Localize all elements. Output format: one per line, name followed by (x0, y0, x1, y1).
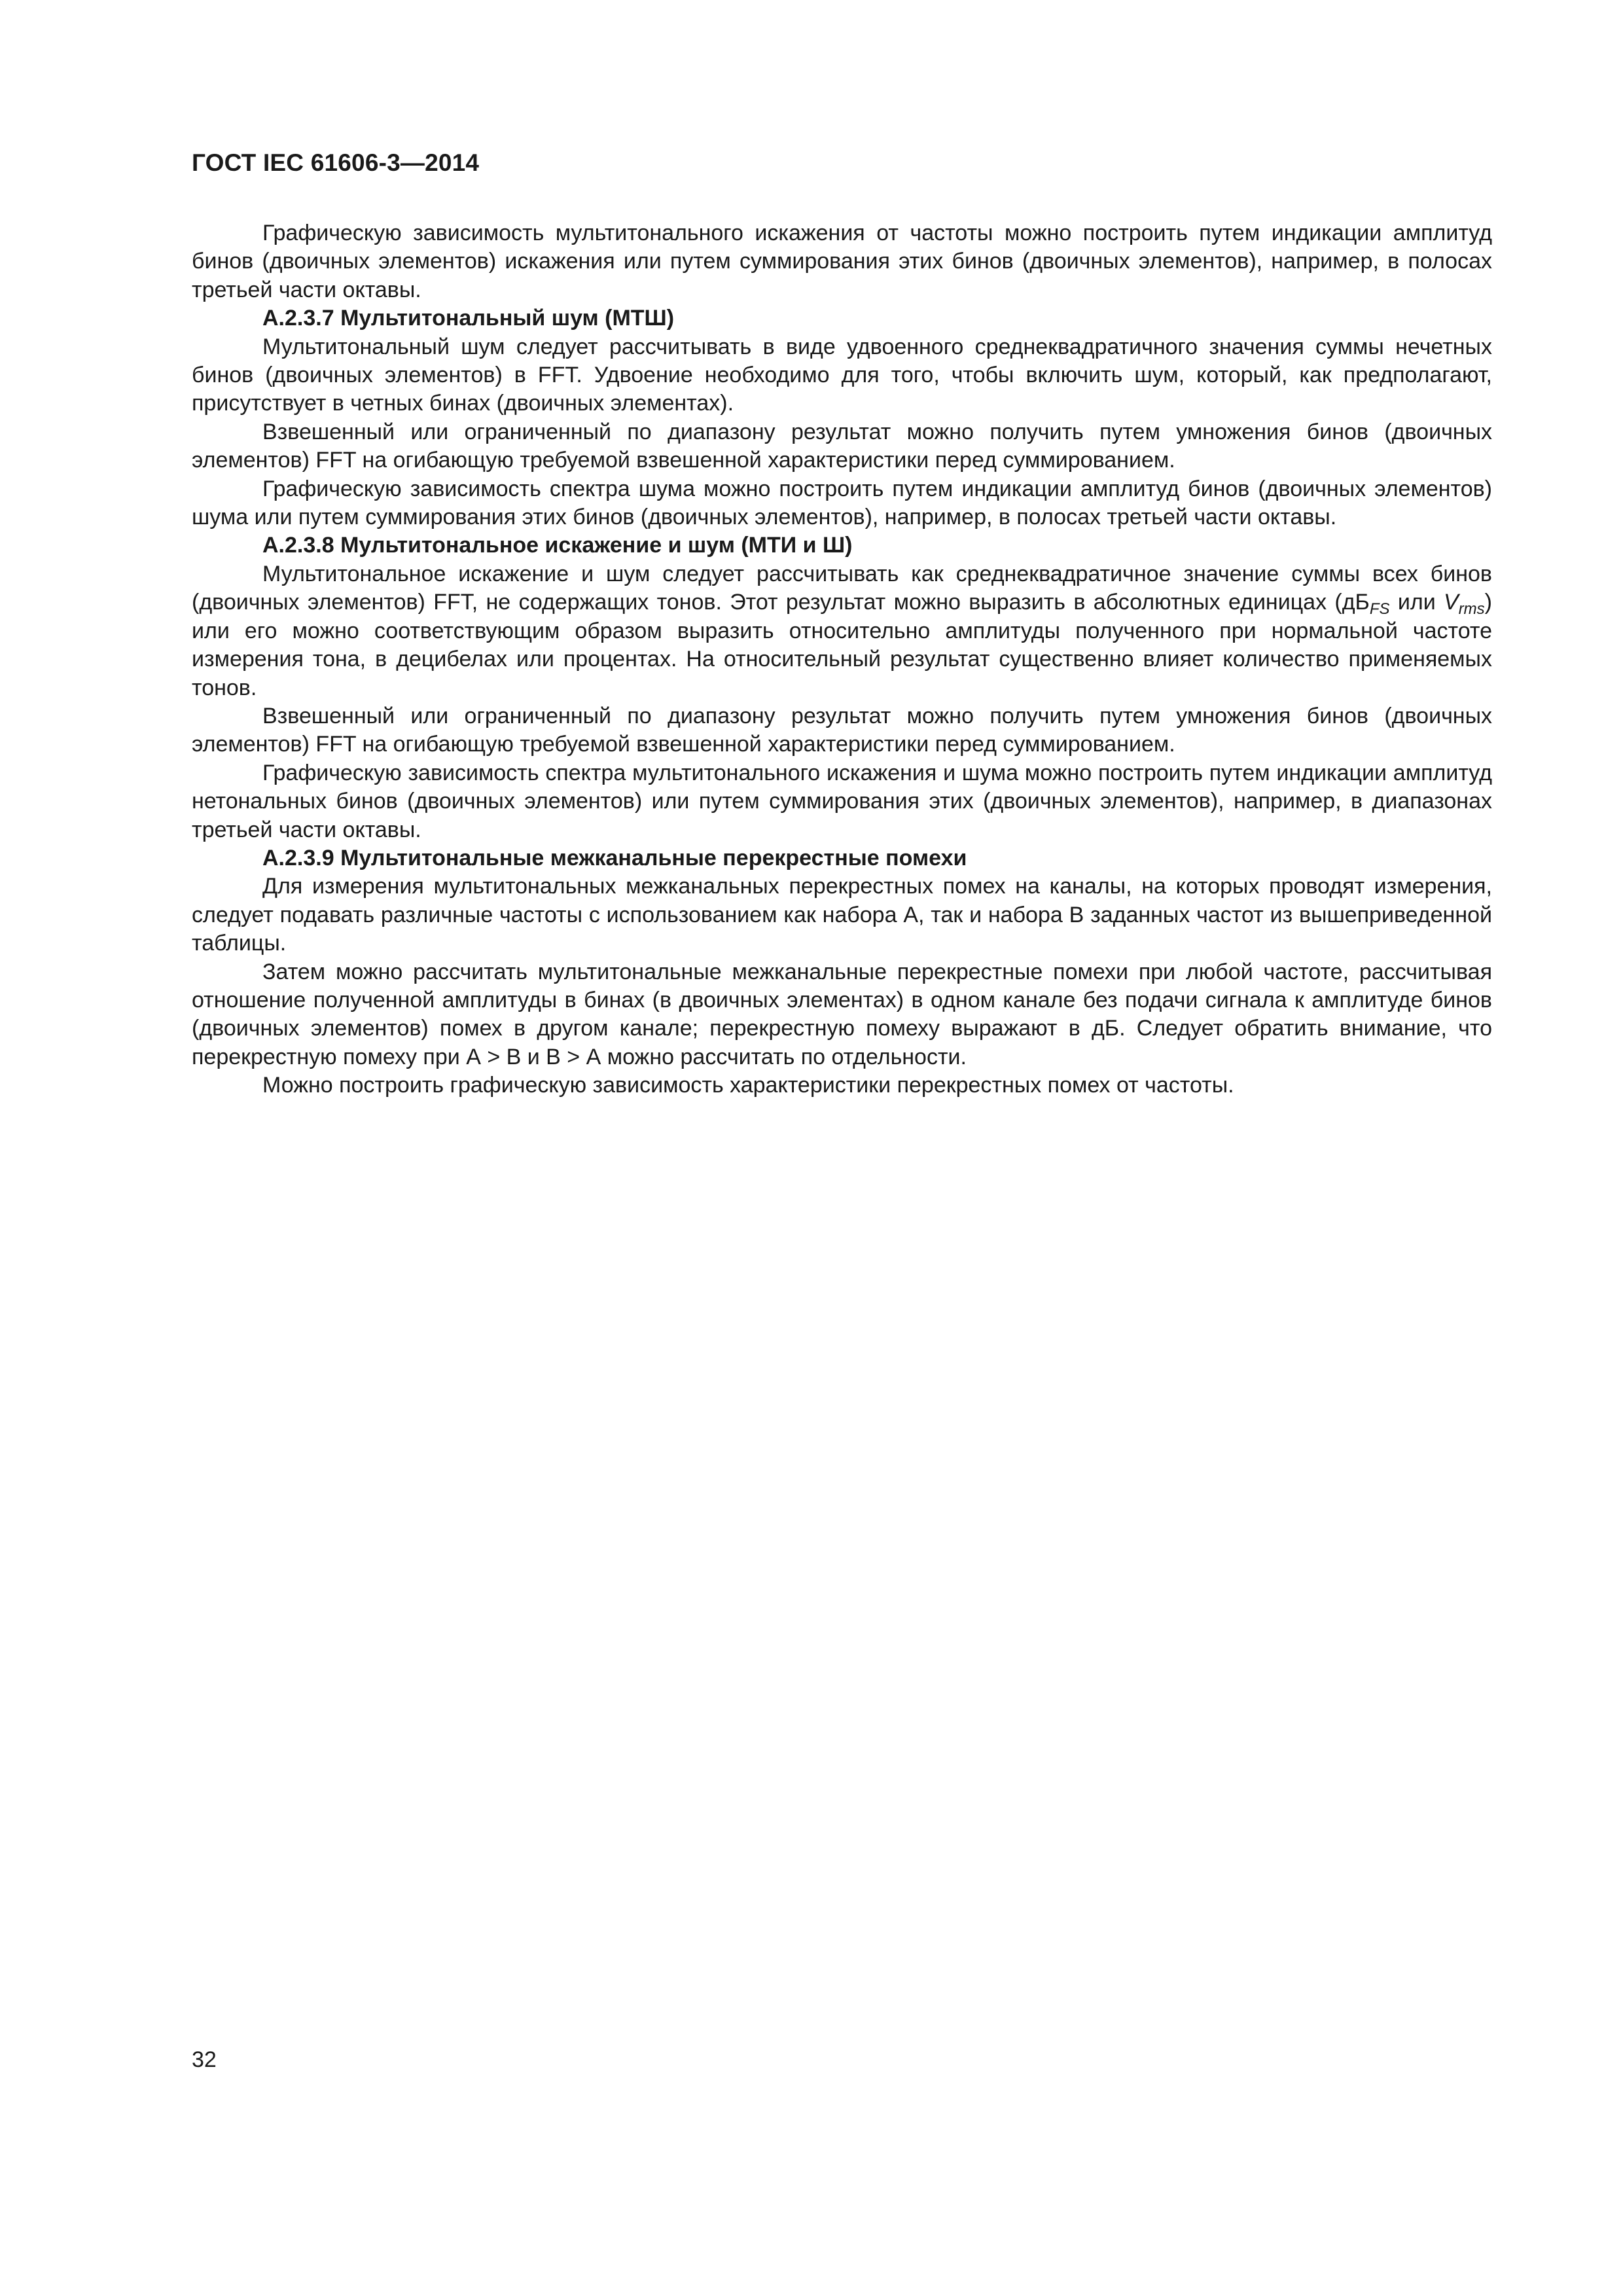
symbol-v: V (1444, 590, 1459, 615)
paragraph: Взвешенный или ограниченный по диапазону результат можно получить путем умножения бинов (двоичных элементов) FFT на огибающую требуемой взвешенной характеристики перед суммированием. (192, 703, 1492, 757)
paragraph: Графическую зависимость мультитонального искажения от частоты можно построить путем индикации амплитуд бинов (двоичных элементов) искажения или путем суммирования этих бинов (двоичных элементов), например, в полосах третьей части октавы. (192, 221, 1492, 302)
document-body (192, 219, 1492, 1100)
text-run: или (1389, 590, 1444, 615)
paragraph: Затем можно рассчитать мультитональные межканальные перекрестные помехи при любой частоте, рассчитывая отношение полученной амплитуды в бинах (в двоичных элементах) в одном канале без подачи сигнала к амплитуде бинов (двоичных элементов) помех в другом канале; перекрестную помеху выражают в дБ. Следует обратить внимание, что перекрестную помеху при А > В и В > А можно рассчитать по отдельности. (192, 959, 1492, 1069)
paragraph: Графическую зависимость спектра шума можно построить путем индикации амплитуд бинов (двоичных элементов) шума или путем суммирования этих бинов (двоичных элементов), например, в полосах третьей части октавы. (192, 476, 1492, 530)
paragraph: Мультитональный шум следует рассчитывать в виде удвоенного среднеквадратичного значения суммы нечетных бинов (двоичных элементов) в FFT. Удвоение необходимо для того, чтобы включить шум, который, как предполагают, присутствует в четных бинах (двоичных элементах). (192, 334, 1492, 416)
paragraph: Взвешенный или ограниченный по диапазону результат можно получить путем умножения бинов (двоичных элементов) FFT на огибающую требуемой взвешенной характеристики перед суммированием. (192, 419, 1492, 473)
document-header: ГОСТ IEC 61606-3—2014 (192, 149, 480, 176)
section-heading-a238: А.2.3.8 Мультитональное искажение и шум (МТИ и Ш) (262, 533, 853, 558)
section-heading-a239: А.2.3.9 Мультитональные межканальные перекрестные помехи (262, 845, 967, 870)
section-heading-a237: А.2.3.7 Мультитональный шум (МТШ) (262, 306, 675, 331)
paragraph-mti-definition (192, 560, 1492, 702)
paragraph: Можно построить графическую зависимость характеристики перекрестных помех от частоты. (262, 1073, 1234, 1098)
subscript-rms: rms (1458, 600, 1485, 619)
page-number: 32 (192, 2047, 217, 2072)
paragraph: Для измерения мультитональных межканальных перекрестных помех на каналы, на которых проводят измерения, следует подавать различные частоты с использованием как набора А, так и набора В заданных частот из вышеприведенной таблицы. (192, 874, 1492, 956)
subscript-fs: FS (1369, 600, 1390, 619)
paragraph: Графическую зависимость спектра мультитонального искажения и шума можно построить путем индикации амплитуд нетональных бинов (двоичных элементов) или путем суммирования этих (двоичных элементов), например, в диапазонах третьей части октавы. (192, 760, 1492, 842)
text-run: ) или его можно соответствующим образом выразить относительно амплитуды полученного при нормальной частоте измерения тона, в децибелах или процентах. На относительный результат существенно влияет количество применяемых тонов. (192, 590, 1492, 700)
text-run: Мультитональное искажение и шум следует рассчитывать как среднеквадратичное значение суммы всех бинов (двоичных элементов) FFT, не содержащих тонов. Этот результат можно выразить в абсолютных единицах (дБ (192, 561, 1492, 615)
